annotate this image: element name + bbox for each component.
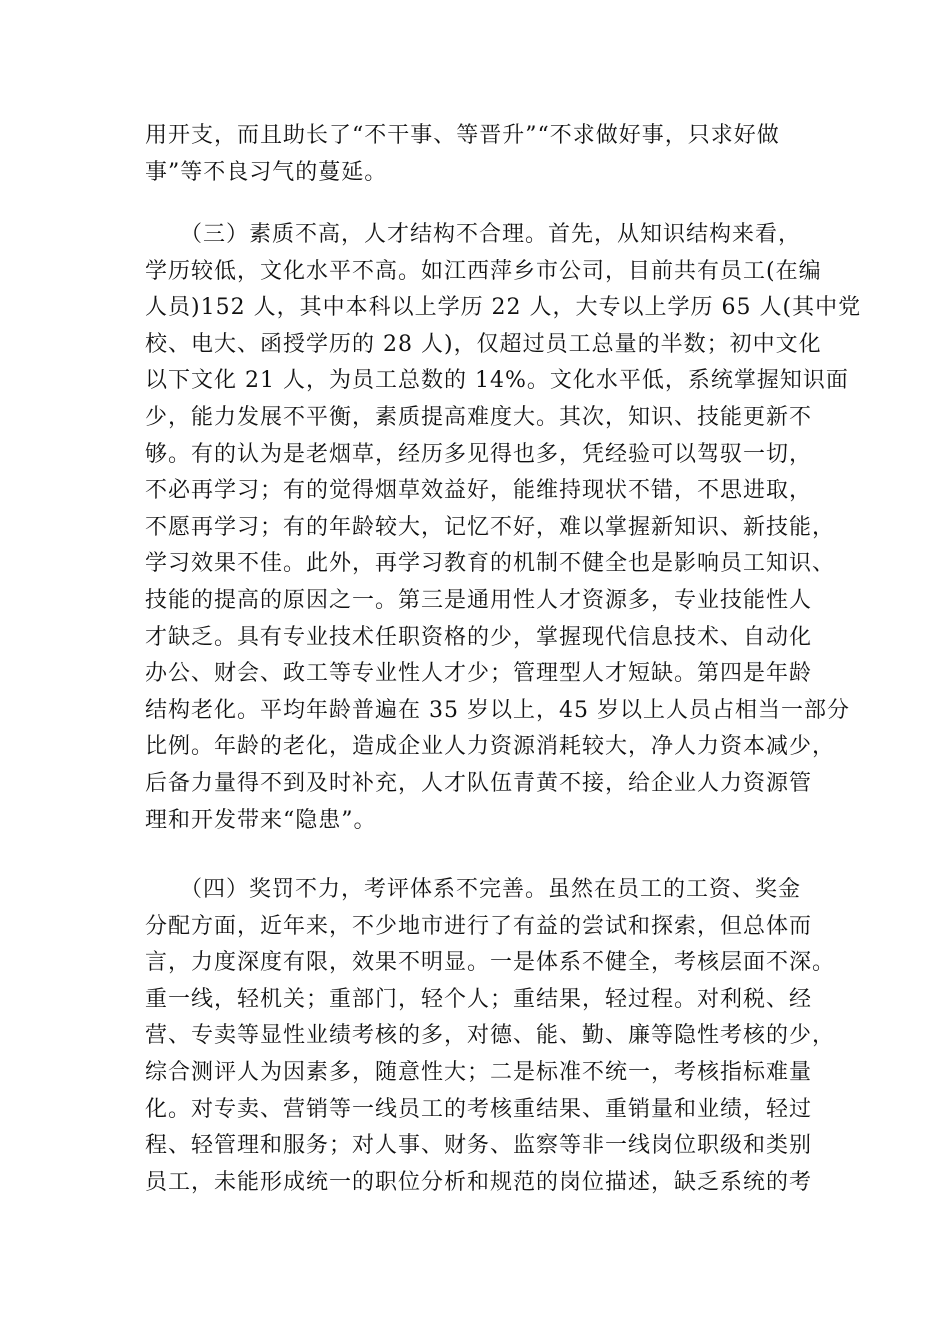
text-line: 少，能力发展不平衡，素质提高难度大。其次，知识、技能更新不 <box>145 404 813 430</box>
text-line: 才缺乏。具有专业技术任职资格的少，掌握现代信息技术、自动化 <box>145 624 813 650</box>
text-line: 员工，未能形成统一的职位分析和规范的岗位描述，缺乏系统的考 <box>145 1169 813 1195</box>
paragraph-section-three <box>145 217 862 839</box>
text-line: 人员)152 人，其中本科以上学历 22 人，大专以上学历 65 人(其中党 <box>145 295 862 321</box>
text-line: 学历较低，文化水平不高。如江西萍乡市公司，目前共有员工(在编 <box>145 258 822 284</box>
paragraph-continuation <box>145 118 810 191</box>
paragraph-section-four <box>145 872 836 1201</box>
text-line: 言，力度深度有限，效果不明显。一是体系不健全，考核层面不深。 <box>145 950 836 976</box>
text-line: 以下文化 21 人，为员工总数的 14%。文化水平低，系统掌握知识面 <box>145 368 849 394</box>
text-line: 学习效果不佳。此外，再学习教育的机制不健全也是影响员工知识、 <box>145 551 836 577</box>
text-line: （四）奖罚不力，考评体系不完善。虽然在员工的工资、奖金 <box>145 877 802 902</box>
text-line: 重一线，轻机关；重部门，轻个人；重结果，轻过程。对利税、经 <box>145 986 813 1012</box>
text-line: 校、电大、函授学历的 28 人)，仅超过员工总量的半数；初中文化 <box>145 331 822 357</box>
text-line: （三）素质不高，人才结构不合理。首先，从知识结构来看， <box>145 222 802 247</box>
text-line: 营、专卖等显性业绩考核的多，对德、能、勤、廉等隐性考核的少， <box>145 1023 836 1049</box>
text-line: 综合测评人为因素多，随意性大；二是标准不统一，考核指标难量 <box>145 1059 813 1085</box>
text-line: 程、轻管理和服务；对人事、财务、监察等非一线岗位职级和类别 <box>145 1133 813 1159</box>
text-line: 办公、财会、政工等专业性人才少；管理型人才短缺。第四是年龄 <box>145 661 813 687</box>
text-line: 事”等不良习气的蔓延。 <box>145 159 388 185</box>
text-line: 理和开发带来“隐患”。 <box>145 807 377 833</box>
text-line: 不愿再学习；有的年龄较大，记忆不好，难以掌握新知识、新技能， <box>145 514 836 540</box>
text-line: 用开支，而且助长了“不干事、等晋升”“不求做好事，只求好做 <box>145 123 780 148</box>
text-line: 技能的提高的原因之一。第三是通用性人才资源多，专业技能性人 <box>145 587 813 613</box>
text-line: 化。对专卖、营销等一线员工的考核重结果、重销量和业绩，轻过 <box>145 1096 813 1122</box>
text-line: 够。有的认为是老烟草，经历多见得也多，凭经验可以驾驭一切， <box>145 441 813 467</box>
text-line: 分配方面，近年来，不少地市进行了有益的尝试和探索，但总体而 <box>145 913 813 939</box>
text-line: 不必再学习；有的觉得烟草效益好，能维持现状不错，不思进取， <box>145 478 813 504</box>
text-line: 后备力量得不到及时补充，人才队伍青黄不接，给企业人力资源管 <box>145 770 813 796</box>
text-line: 比例。年龄的老化，造成企业人力资源消耗较大，净人力资本减少， <box>145 734 836 760</box>
text-line: 结构老化。平均年龄普遍在 35 岁以上，45 岁以上人员占相当一部分 <box>145 697 850 723</box>
